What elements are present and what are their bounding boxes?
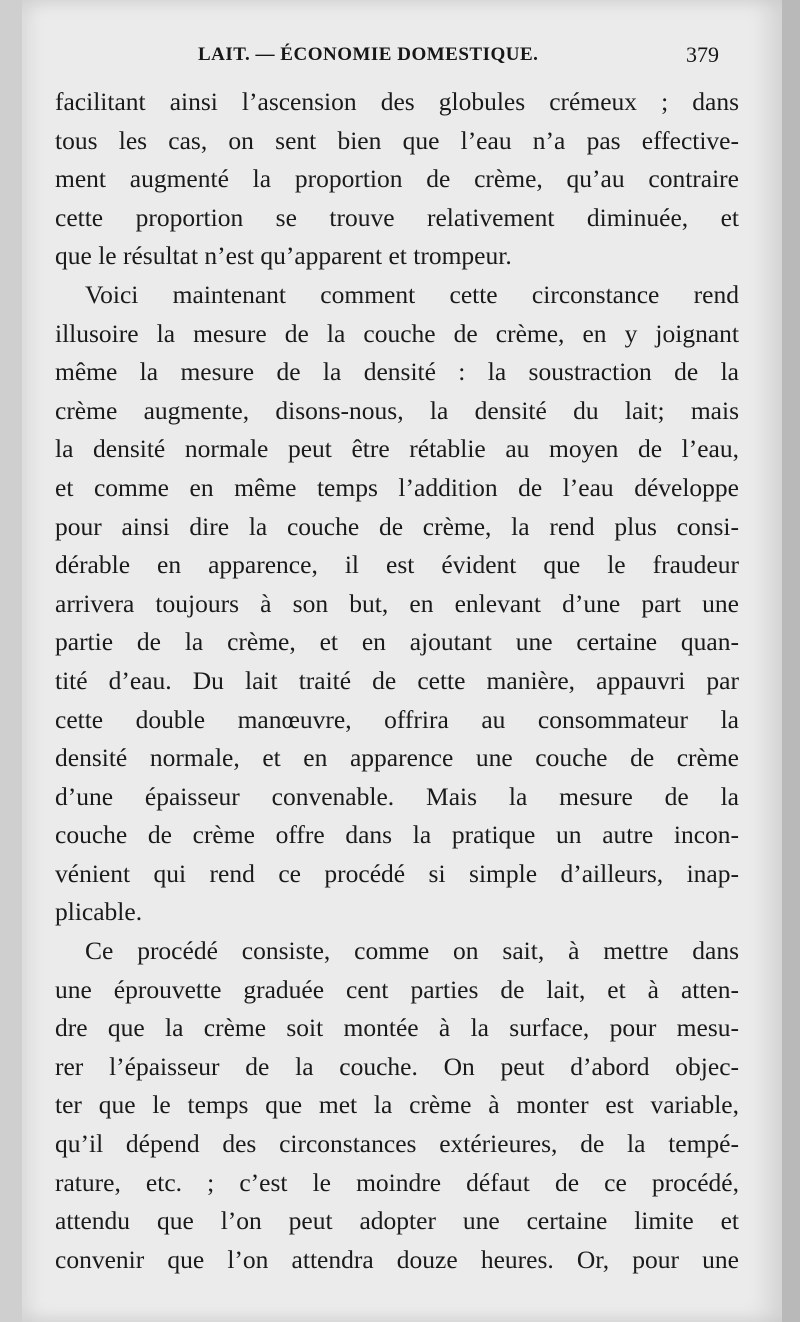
text-line: cette double manœuvre, offrira au consommateur la (55, 704, 739, 734)
running-head (22, 40, 782, 76)
scan-gutter (782, 0, 800, 1322)
text-line: Voici maintenant comment cette circonstance rend (85, 279, 739, 309)
running-title: LAIT. — ÉCONOMIE DOMESTIQUE. (198, 44, 539, 65)
text-line: que le résultat n’est qu’apparent et trompeur. (55, 241, 512, 271)
text-line: cette proportion se trouve relativement diminuée, et (55, 202, 739, 232)
text-line: facilitant ainsi l’ascension des globules crémeux ; dans (55, 87, 739, 116)
text-line: densité normale, et en apparence une couche de crème (55, 743, 739, 773)
text-line: vénient qui rend ce procédé si simple d’ailleurs, inap- (55, 858, 739, 888)
text-line: une éprouvette graduée cent parties de lait, et à atten- (55, 974, 739, 1004)
text-line: ter que le temps que met la crème à monter est variable, (55, 1090, 739, 1120)
text-line: attendu que l’on peut adopter une certaine limite et (55, 1206, 739, 1236)
text-line: rature, etc. ; c’est le moindre défaut de ce procédé, (55, 1167, 739, 1197)
text-line: arrivera toujours à son but, en enlevant d’une part une (55, 588, 739, 618)
text-line: dre que la crème soit montée à la surface, pour mesu- (55, 1013, 739, 1043)
text-line: tité d’eau. Du lait traité de cette manière, appauvri par (55, 665, 739, 695)
text-line: partie de la crème, et en ajoutant une certaine quan- (55, 627, 739, 657)
text-line: dérable en apparence, il est évident que le fraudeur (55, 550, 739, 580)
text-line: qu’il dépend des circonstances extérieures, de la tempé- (55, 1129, 739, 1159)
text-line: et comme en même temps l’addition de l’eau développe (55, 472, 739, 502)
text-line: d’une épaisseur convenable. Mais la mesure de la (55, 781, 739, 811)
page-number: 379 (686, 42, 719, 67)
text-line: convenir que l’on attendra douze heures. Or, pour une (55, 1244, 739, 1274)
text-line: crème augmente, disons-nous, la densité du lait; mais (55, 395, 739, 425)
text-line: tous les cas, on sent bien que l’eau n’a pas effective- (55, 125, 739, 155)
book-page (22, 0, 782, 1322)
text-line: plicable. (55, 897, 143, 927)
text-line: ment augmenté la proportion de crème, qu’au contraire (55, 164, 739, 194)
text-line: rer l’épaisseur de la couche. On peut d’abord objec- (55, 1051, 739, 1081)
text-line: la densité normale peut être rétablie au moyen de l’eau, (55, 434, 739, 464)
text-line: couche de crème offre dans la pratique un autre incon- (55, 820, 739, 850)
text-line: même la mesure de la densité : la soustraction de la (55, 357, 739, 387)
body-text (55, 83, 739, 1279)
text-line: pour ainsi dire la couche de crème, la rend plus consi- (55, 511, 739, 541)
text-line: illusoire la mesure de la couche de crème, en y joignant (55, 318, 739, 348)
text-line: Ce procédé consiste, comme on sait, à mettre dans (85, 936, 739, 966)
